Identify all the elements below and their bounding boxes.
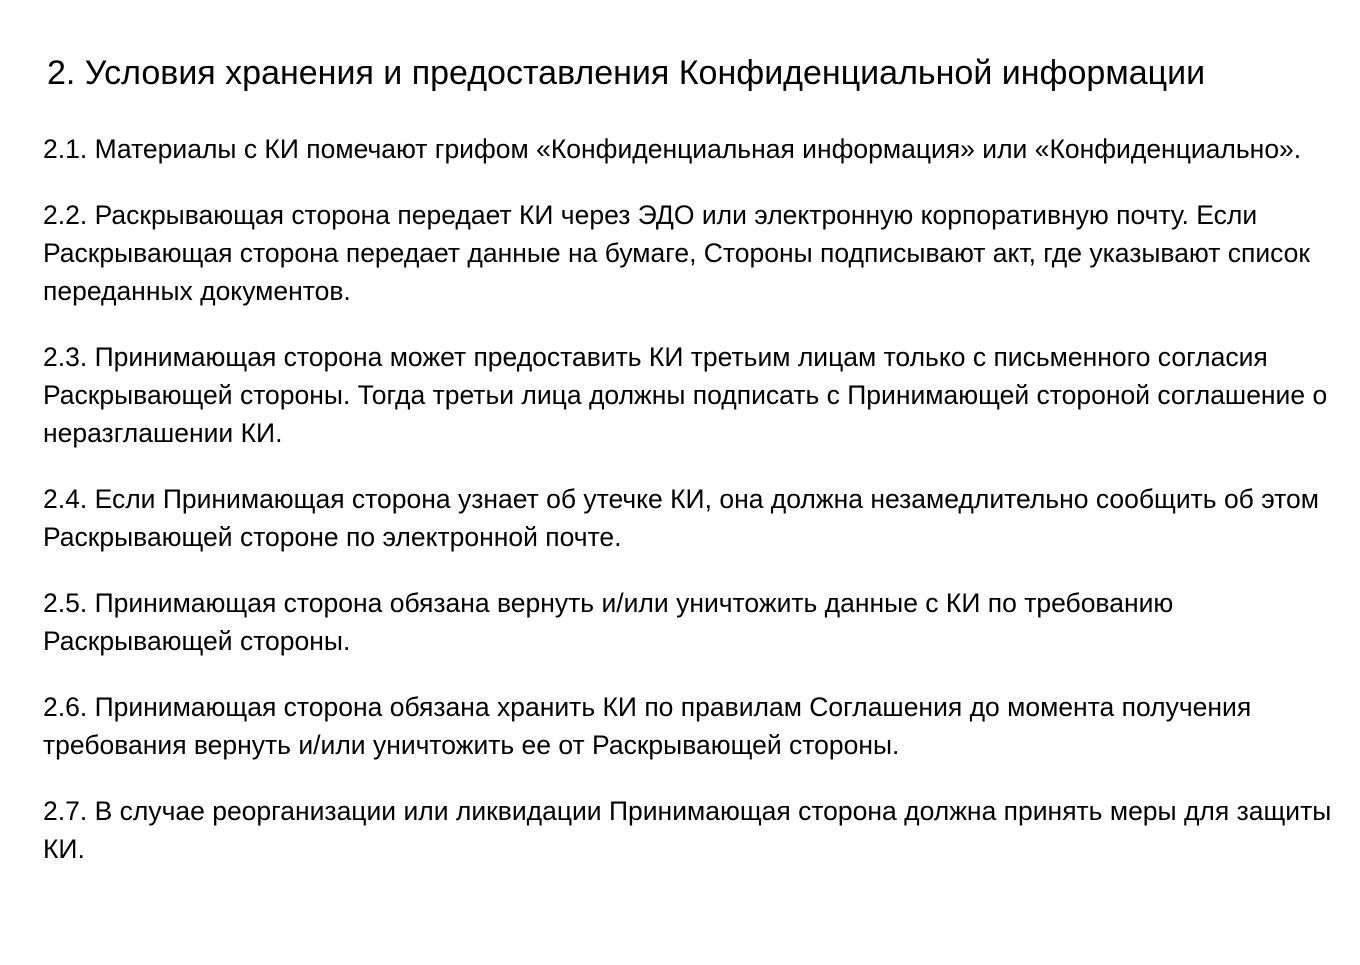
clause-2-1: 2.1. Материалы с КИ помечают грифом «Конфиденциальная информация» или «Конфиденциально». (43, 134, 1302, 164)
clause-2-3: 2.3. Принимающая сторона может предоставить КИ третьим лицам только с письменного согласия Раскрывающей стороны. Тогда третьи лица должны подписать с Принимающей стороной соглашение о неразглашении КИ. (43, 342, 1328, 448)
clause-2-7: 2.7. В случае реорганизации или ликвидации Принимающая сторона должна принять меры для защиты КИ. (43, 796, 1332, 864)
section-title: 2. Условия хранения и предоставления Конфиденциальной информации (47, 54, 1206, 92)
clause-2-4: 2.4. Если Принимающая сторона узнает об утечке КИ, она должна незамедлительно сообщить об этом Раскрывающей стороне по электронной почте. (43, 484, 1319, 552)
clause-list (43, 130, 1333, 868)
clause-2-5: 2.5. Принимающая сторона обязана вернуть и/или уничтожить данные с КИ по требованию Раскрывающей стороны. (43, 588, 1174, 656)
clause-2-6: 2.6. Принимающая сторона обязана хранить КИ по правилам Соглашения до момента получения требования вернуть и/или уничтожить ее от Раскрывающей стороны. (43, 692, 1252, 760)
clause-2-2: 2.2. Раскрывающая сторона передает КИ через ЭДО или электронную корпоративную почту. Если Раскрывающая сторона передает данные на бумаге, Стороны подписывают акт, где указывают список переданных документов. (43, 200, 1311, 306)
